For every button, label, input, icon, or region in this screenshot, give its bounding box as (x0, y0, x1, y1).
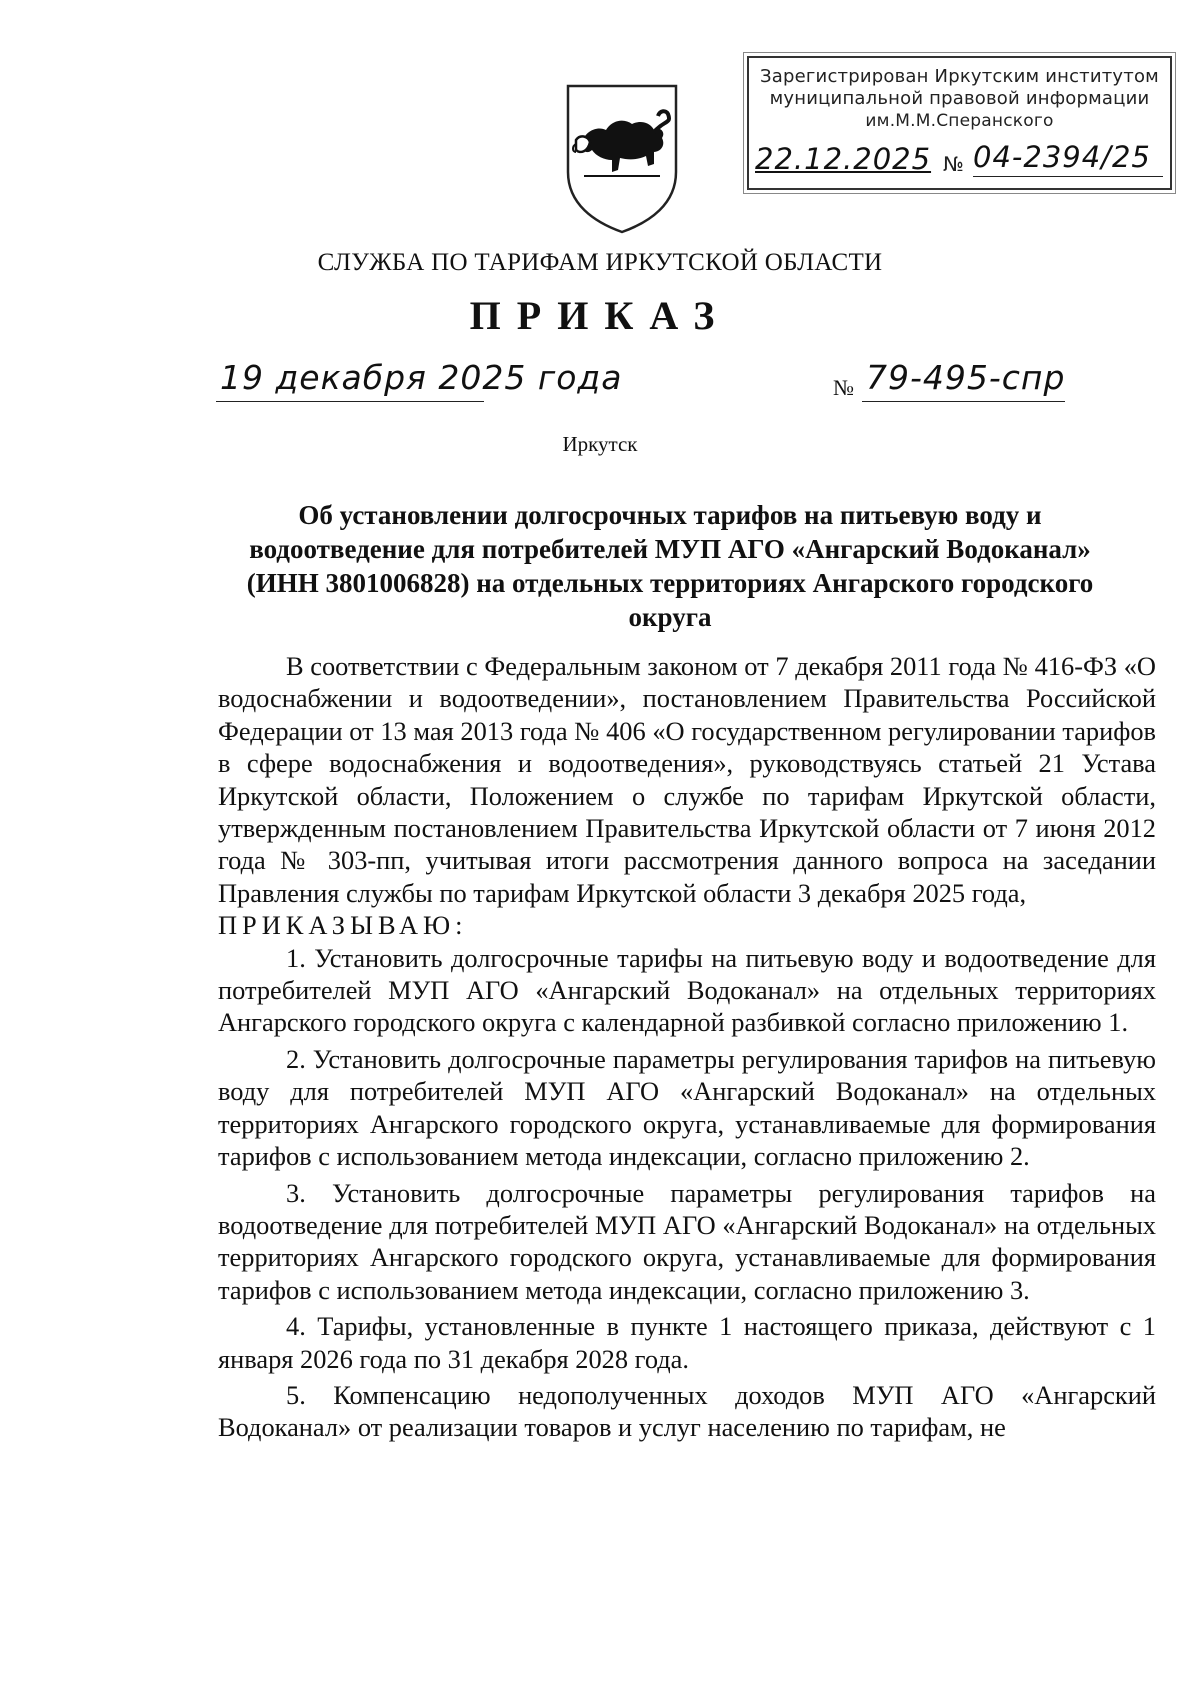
order-number: 79-495-спр (866, 358, 1066, 397)
stamp-line-1: Зарегистрирован Иркутским институтом (760, 66, 1159, 87)
document-body (218, 650, 1156, 1444)
city: Иркутск (562, 432, 638, 456)
order-number-sign: № (833, 375, 854, 400)
order-item: 1. Установить долгосрочные тарифы на питьевую воду и водоотведение для потребителей МУП АГО «Ангарский Водоканал» на отдельных территориях Ангарского городского округа с календарной разбивкой согласно приложению 1. (218, 942, 1156, 1038)
order-item: 4. Тарифы, установленные в пункте 1 настоящего приказа, действуют с 1 января 2026 года по 31 декабря 2028 года. (218, 1311, 1156, 1374)
stamp-line-3: им.М.М.Сперанского (865, 111, 1054, 131)
decree-word: ПРИКАЗЫВАЮ: (218, 910, 468, 941)
registration-stamp (747, 56, 1172, 190)
order-number-underline (862, 401, 1065, 402)
stamp-number-sign: № (943, 152, 964, 176)
order-date: 19 декабря 2025 года (220, 358, 623, 397)
order-item: 2. Установить долгосрочные параметры регулирования тарифов на питьевую воду для потребителей МУП АГО «Ангарский Водоканал» на отдельных территориях Ангарского городского округа, устанавливаемые для формирования тарифов с использованием метода индексации, согласно приложению 2. (218, 1043, 1156, 1172)
stamp-number-underline (973, 176, 1163, 177)
stamp-registration-date: 22.12.2025 (755, 142, 932, 176)
order-item: 3. Установить долгосрочные параметры регулирования тарифов на водоотведение для потребителей МУП АГО «Ангарский Водоканал» на отдельных территориях Ангарского городского округа, устанавливаемые для формирования тарифов с использованием метода индексации, согласно приложению 3. (218, 1177, 1156, 1305)
stamp-registration-number: 04-2394/25 (973, 140, 1151, 174)
document-type: ПРИКАЗ (469, 293, 731, 338)
stamp-line-2: муниципальной правовой информации (769, 88, 1150, 109)
coat-of-arms-icon (562, 80, 682, 236)
preamble-paragraph: В соответствии с Федеральным законом от 7 декабря 2011 года № 416-ФЗ «О водоснабжении и водоотведении», постановлением Правительства Российской Федерации от 13 мая 2013 года № 406 «О государственном регулировании тарифов в сфере водоснабжения и водоотведения», руководствуясь статьей 21 Устава Иркутской области, Положением о службе по тарифам Иркутской области, утвержденным постановлением Правительства Иркутской области от 7 июня 2012 года № 303-пп, учитывая итоги рассмотрения данного вопроса на заседании Правления службы по тарифам Иркутской области 3 декабря 2025 года, (218, 651, 1156, 908)
issuing-authority: СЛУЖБА ПО ТАРИФАМ ИРКУТСКОЙ ОБЛАСТИ (317, 249, 883, 276)
document-title: Об установлении долгосрочных тарифов на питьевую воду и водоотведение для потребителей МУП АГО «Ангарский Водоканал» (ИНН 3801006828) на отдельных территориях Ангарского городского округа (246, 500, 1094, 632)
order-date-underline (216, 401, 484, 402)
order-item: 5. Компенсацию недополученных доходов МУП АГО «Ангарский Водоканал» от реализации товаров и услуг населению по тарифам, не (218, 1379, 1156, 1443)
